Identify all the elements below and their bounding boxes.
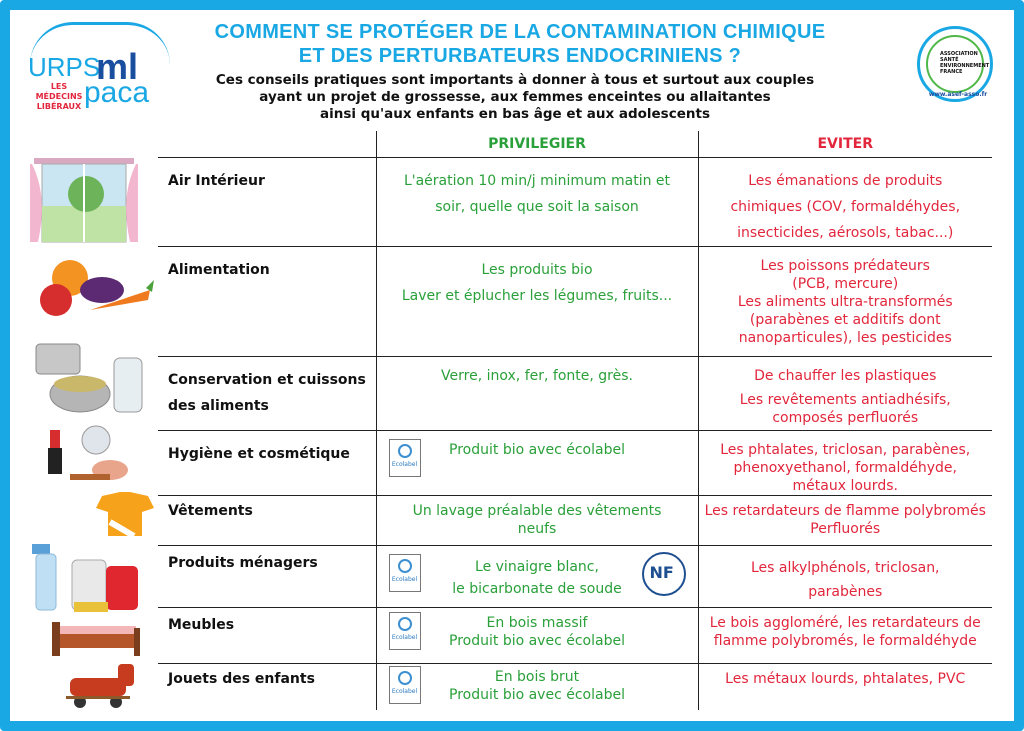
category-cell: Conservation et cuissons des aliments [158, 357, 376, 431]
privilegier-cell: Verre, inox, fer, fonte, grès. [376, 357, 698, 431]
table-row-hygiene [158, 431, 992, 496]
eviter-cell: Les retardateurs de flamme polybromés Perfluorés [698, 496, 992, 546]
eviter-cell: Les alkylphénols, triclosan, parabènes [698, 546, 992, 608]
bed-illustration [30, 616, 156, 658]
urps-ml-paca-logo: URPS ml paca LES MÉDECINS LIBÉRAUX [24, 22, 184, 112]
category-cell: Jouets des enfants [158, 664, 376, 710]
nf-environnement-icon: NF [642, 552, 686, 596]
privilegier-cell: Ecolabel Le vinaigre blanc, le bicarbonate de soude NF [376, 546, 698, 608]
cosmetics-illustration [30, 424, 156, 488]
table-row-air-interieur [158, 158, 992, 247]
eviter-cell: Les émanations de produits chimiques (COV, formaldéhydes, insecticides, aérosols, tabac...) [698, 158, 992, 247]
cookware-illustration [30, 334, 156, 420]
tshirt-illustration [30, 492, 156, 538]
toy-horse-illustration [30, 660, 156, 710]
privilegier-cell: Ecolabel En bois brut Produit bio avec écolabel [376, 664, 698, 710]
ecolabel-icon: Ecolabel [389, 439, 421, 477]
table-row-meubles [158, 608, 992, 664]
header-eviter: EVITER [698, 131, 992, 158]
privilegier-cell: L'aération 10 min/j minimum matin et soir, quelle que soit la saison [376, 158, 698, 247]
category-cell: Air Intérieur [158, 158, 376, 247]
eviter-cell: Les métaux lourds, phtalates, PVC [698, 664, 992, 710]
eviter-cell: Le bois aggloméré, les retardateurs de flamme polybromés, le formaldéhyde [698, 608, 992, 664]
header-privilegier: PRIVILEGIER [376, 131, 698, 158]
privilegier-cell: Un lavage préalable des vêtements neufs [376, 496, 698, 546]
window-illustration [30, 156, 156, 246]
ecolabel-icon: Ecolabel [389, 612, 421, 650]
table-row-jouets [158, 664, 992, 710]
header-category [158, 131, 376, 158]
cleaning-products-illustration [30, 540, 156, 614]
privilegier-cell: Ecolabel Produit bio avec écolabel [376, 431, 698, 496]
ecolabel-icon: Ecolabel [389, 666, 421, 704]
category-cell: Produits ménagers [158, 546, 376, 608]
vegetables-illustration [30, 248, 156, 328]
intro-text: Ces conseils pratiques sont importants à donner à tous et surtout aux couples ayant un projet de grossesse, aux femmes enceintes ou allaitantes ainsi qu'aux enfants en bas âge et aux adolescents [215, 72, 815, 122]
table-row-produits-menagers [158, 546, 992, 608]
privilegier-cell: Les produits bio Laver et éplucher les légumes, fruits... [376, 247, 698, 357]
table-row-alimentation [158, 247, 992, 357]
table-header-row [158, 131, 992, 158]
category-cell: Meubles [158, 608, 376, 664]
advice-table [158, 131, 992, 710]
table-row-vetements [158, 496, 992, 546]
eviter-cell: Les poissons prédateurs (PCB, mercure) Les aliments ultra-transformés (parabènes et additifs dont nanoparticules), les pesticides [698, 247, 992, 357]
category-cell: Hygiène et cosmétique [158, 431, 376, 496]
table-row-conservation [158, 357, 992, 431]
eviter-cell: Les phtalates, triclosan, parabènes, phenoxyethanol, formaldéhyde, métaux lourds. [698, 431, 992, 496]
category-cell: Alimentation [158, 247, 376, 357]
privilegier-cell: Ecolabel En bois massif Produit bio avec écolabel [376, 608, 698, 664]
category-cell: Vêtements [158, 496, 376, 546]
asef-seal-logo: ASSOCIATION SANTÉ ENVIRONNEMENT FRANCE www.asef-asso.fr [917, 26, 993, 102]
page-title: COMMENT SE PROTÉGER DE LA CONTAMINATION CHIMIQUE ET DES PERTURBATEURS ENDOCRINIENS ? [214, 21, 826, 67]
eviter-cell: De chauffer les plastiques Les revêtements antiadhésifs, composés perfluorés [698, 357, 992, 431]
ecolabel-icon: Ecolabel [389, 554, 421, 592]
